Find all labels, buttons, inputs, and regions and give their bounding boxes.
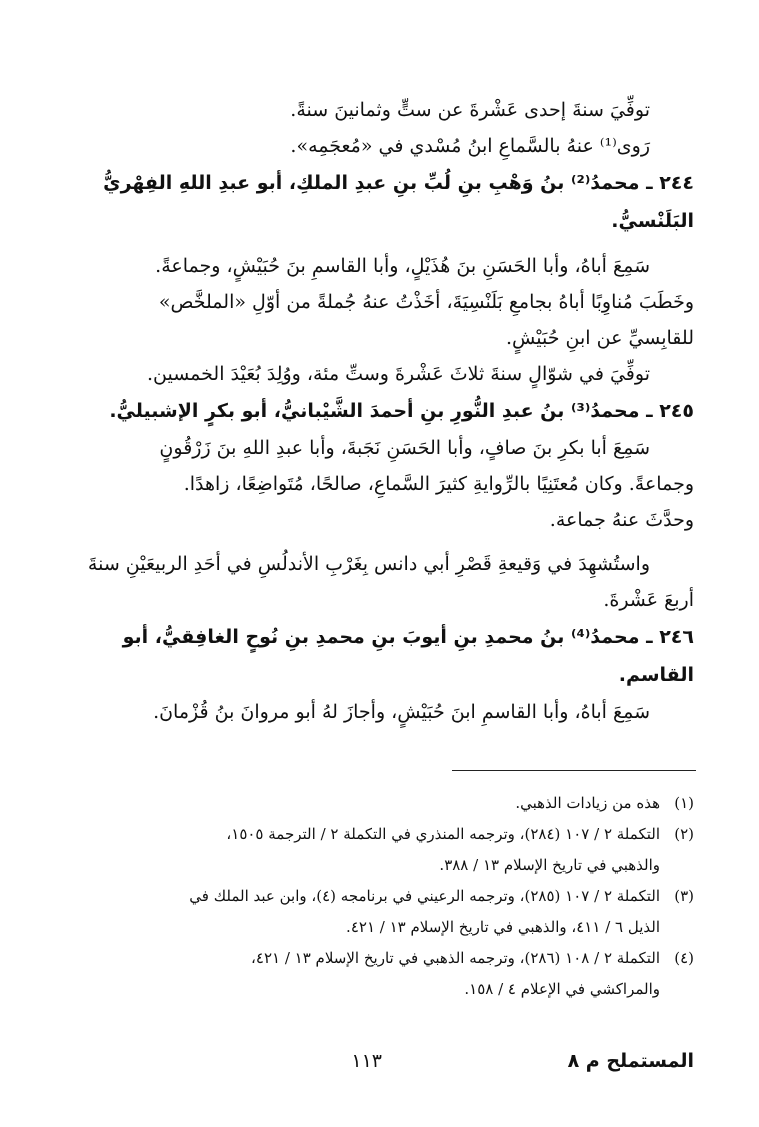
footnote-text: والمراكشي في الإعلام ٤ / ١٥٨. xyxy=(464,980,660,998)
paragraph-line: سَمِعَ أباهُ، وأبا الحَسَنِ بنَ هُذَيْلٍ، وأبا القاسمِ بنَ حُبَيْشٍ، وجماعةً. xyxy=(155,255,650,277)
paragraph-line: واستُشهِدَ في وَقيعةِ قَصْرِ أبي دانس بِغَرْبِ الأندلُسِ في أحَدِ الربيعَيْنِ سنةَ xyxy=(87,553,650,575)
paragraph-line: توفِّيَ في شوّالٍ سنةَ ثلاثَ عَشْرةَ وستِّ مئة، ووُلِدَ بُعَيْدَ الخمسين. xyxy=(147,363,650,385)
footnote-divider xyxy=(452,770,696,771)
footnotes xyxy=(68,788,694,1005)
entry-heading-244: ٢٤٤ ـ محمدُ⁽²⁾ بنُ وَهْبِ بنِ لُبِّ بنِ عبدِ الملكِ، أبو عبدِ اللهِ الفِهْريُّ xyxy=(103,172,694,194)
entry-heading-245: ٢٤٥ ـ محمدُ⁽³⁾ بنُ عبدِ النُّورِ بنِ أحمدَ الشَّيْبانيُّ، أبو بكرٍ الإشبيليُّ. xyxy=(109,400,694,422)
footnote-text: التكملة ٢ / ١٠٨ (٢٨٦)، وترجمه الذهبي في تاريخ الإسلام ١٣ / ٤٢١، xyxy=(251,949,660,967)
paragraph-line: أربعَ عَشْرةَ. xyxy=(603,589,694,611)
footnote-text: التكملة ٢ / ١٠٧ (٢٨٥)، وترجمه الرعيني في برنامجه (٤)، وابن عبد الملك في xyxy=(189,887,660,905)
footnote-text: التكملة ٢ / ١٠٧ (٢٨٤)، وترجمه المنذري في التكملة ٢ / الترجمة ١٥٠٥، xyxy=(226,825,660,843)
paragraph-line: وخَطَبَ مُناوِبًا أباهُ بجامعِ بَلَنْسِيَةَ، أخَذْتُ عنهُ جُملةً من أوّلِ «الملخَّص» xyxy=(158,291,694,313)
footnote-text: هذه من زيادات الذهبي. xyxy=(515,794,660,812)
paragraph-line: توفِّيَ سنةَ إحدى عَشْرةَ عن ستٍّ وثمانينَ سنةً. xyxy=(290,99,650,121)
footnote-text: والذهبي في تاريخ الإسلام ١٣ / ٣٨٨. xyxy=(439,856,660,874)
entry-heading-244-cont: البَلَنْسيُّ. xyxy=(611,210,694,232)
paragraph-line: وجماعةً. وكان مُعتَنِيًا بالرِّوايةِ كثيرَ السَّماعِ، صالحًا، مُتَواضِعًا، زاهدًا. xyxy=(183,473,694,495)
footnote-1 xyxy=(68,788,694,819)
paragraph-line: وحدَّثَ عنهُ جماعة. xyxy=(549,509,694,531)
page-footer xyxy=(68,1050,694,1080)
paragraph-line: سَمِعَ أباهُ، وأبا القاسمِ ابنَ حُبَيْشٍ، وأجازَ لهُ أبو مروانَ بنُ قُزْمانَ. xyxy=(153,701,650,723)
footnote-2 xyxy=(68,819,694,850)
paragraph-line: للقابِسيِّ عن ابنِ حُبَيْشٍ. xyxy=(506,327,694,349)
footnote-number: (٢) xyxy=(674,825,694,843)
footnote-3 xyxy=(68,881,694,912)
entry-heading-246-cont: القاسم. xyxy=(618,664,694,686)
footnote-number: (٤) xyxy=(674,949,694,967)
main-text xyxy=(68,92,694,730)
page-number: ١١٣ xyxy=(351,1050,382,1072)
footnote-4 xyxy=(68,943,694,974)
paragraph-line: رَوى⁽¹⁾ عنهُ بالسَّماعِ ابنُ مُسْدي في «مُعجَمِه». xyxy=(290,135,650,157)
footnote-text: الذيل ٦ / ٤١١، والذهبي في تاريخ الإسلام ١٣ / ٤٢١. xyxy=(346,918,660,936)
footnote-number: (٣) xyxy=(674,887,694,905)
entry-heading-246: ٢٤٦ ـ محمدُ⁽⁴⁾ بنُ محمدِ بنِ أيوبَ بنِ محمدِ بنِ نُوحٍ الغافِقيُّ، أبو xyxy=(122,626,694,648)
footnote-number: (١) xyxy=(674,794,694,812)
signature-mark: المستملح م ٨ xyxy=(567,1050,694,1072)
paragraph-line: سَمِعَ أبا بكرِ بنَ صافٍ، وأبا الحَسَنِ نَجَبةَ، وأبا عبدِ اللهِ بنَ زَرْقُونٍ xyxy=(159,437,650,459)
